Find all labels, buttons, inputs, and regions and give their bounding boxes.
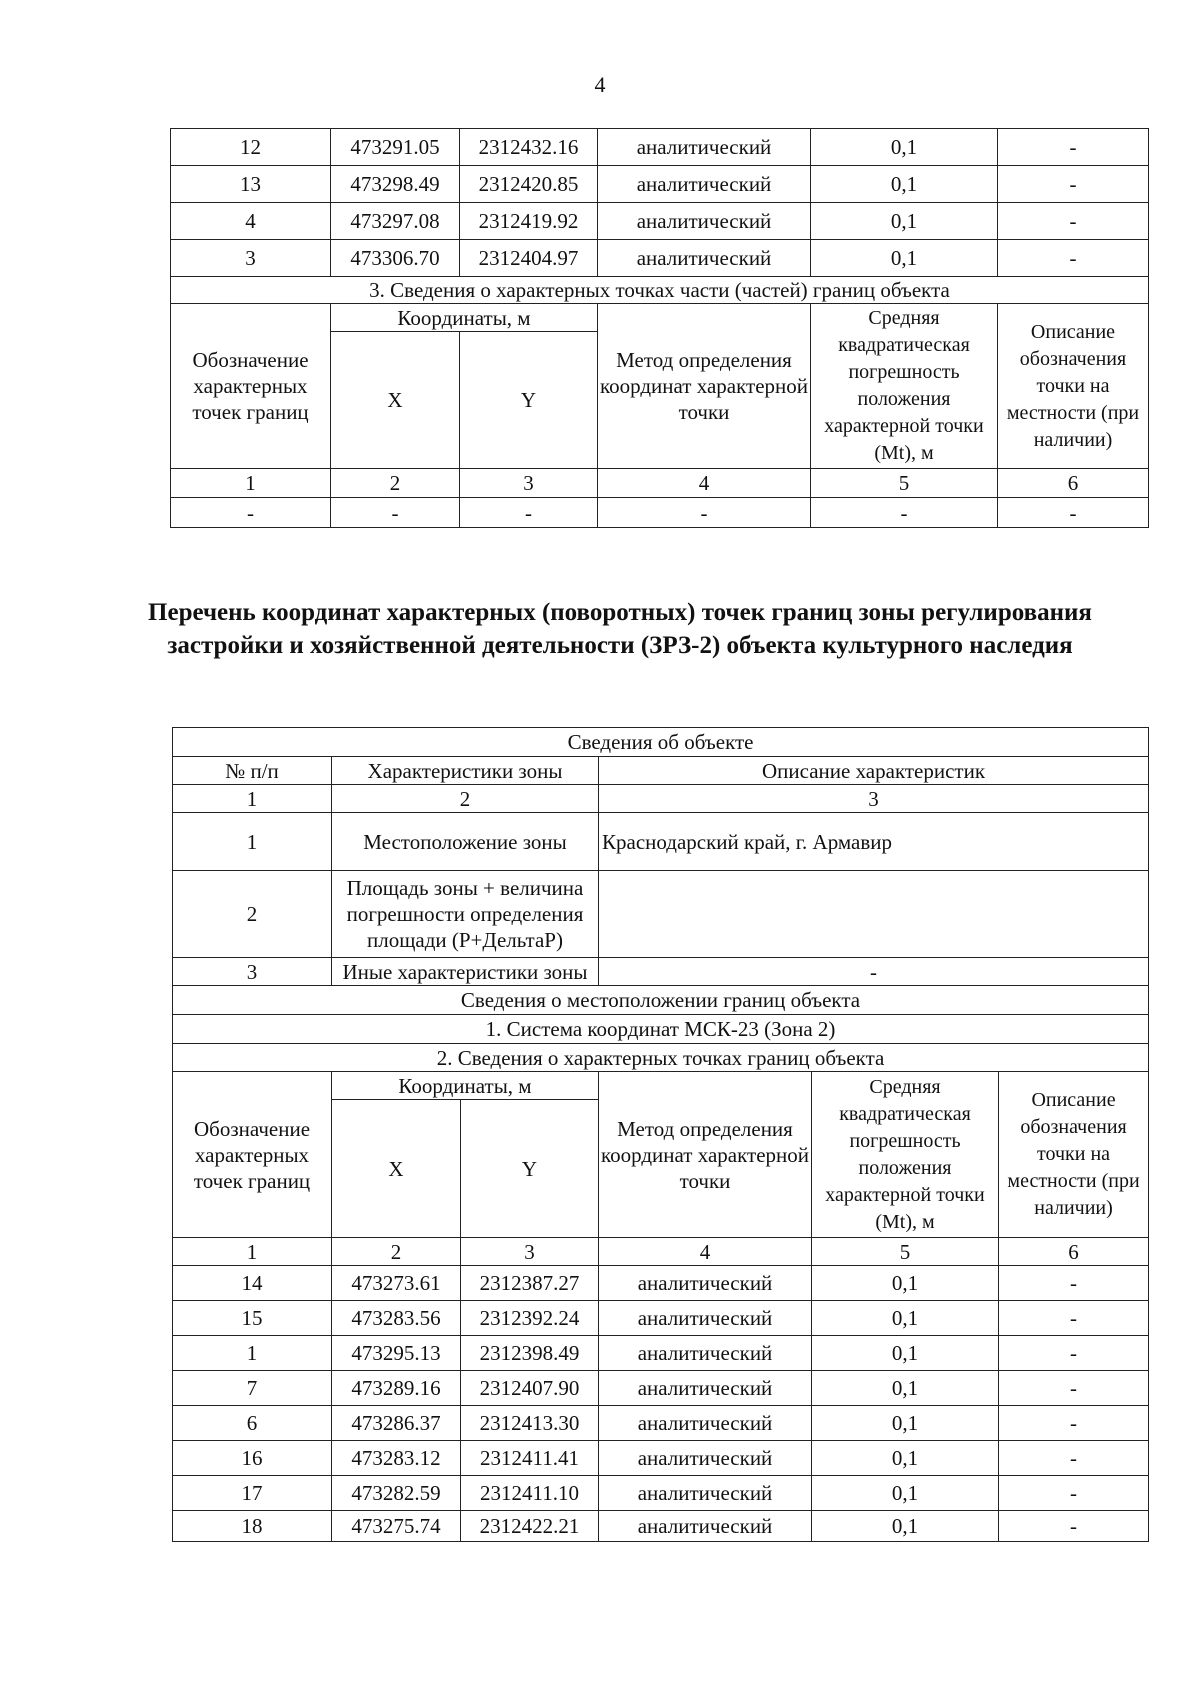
cell-method: аналитический bbox=[599, 1511, 812, 1542]
cell-point: 6 bbox=[173, 1406, 332, 1441]
header-num: № п/п bbox=[173, 757, 332, 785]
cell-method: аналитический bbox=[599, 1336, 812, 1371]
table-row bbox=[171, 203, 1149, 240]
cell-y: 2312413.30 bbox=[461, 1406, 599, 1441]
header-point: Обозначение характерных точек границ bbox=[171, 304, 331, 469]
cell-method: аналитический bbox=[599, 1476, 812, 1511]
column-number: 2 bbox=[331, 469, 460, 498]
cell-error: 0,1 bbox=[812, 1511, 999, 1542]
cell-point: 1 bbox=[173, 1336, 332, 1371]
header-characteristics: Характеристики зоны bbox=[332, 757, 599, 785]
table-row bbox=[173, 1476, 1149, 1511]
cell-x: 473275.74 bbox=[332, 1511, 461, 1542]
table-row bbox=[173, 1441, 1149, 1476]
column-number: 2 bbox=[332, 785, 599, 813]
table-row bbox=[173, 1301, 1149, 1336]
top-coordinates-table bbox=[170, 128, 1149, 528]
cell-description: - bbox=[999, 1266, 1149, 1301]
cell-point: 17 bbox=[173, 1476, 332, 1511]
zone-coordinates-table bbox=[172, 727, 1149, 1542]
table-row bbox=[173, 1511, 1149, 1542]
header-coords: Координаты, м bbox=[331, 304, 598, 332]
cell-y: 2312432.16 bbox=[460, 129, 598, 166]
cell-y: 2312387.27 bbox=[461, 1266, 599, 1301]
cell-x: 473273.61 bbox=[332, 1266, 461, 1301]
table-row bbox=[173, 813, 1149, 871]
column-number: 2 bbox=[332, 1238, 461, 1266]
cell-error: 0,1 bbox=[812, 1441, 999, 1476]
cell-x: 473291.05 bbox=[331, 129, 460, 166]
column-numbers-row bbox=[173, 1238, 1149, 1266]
column-number: 5 bbox=[812, 1238, 999, 1266]
cell-description: - bbox=[999, 1371, 1149, 1406]
cell-point: 15 bbox=[173, 1301, 332, 1336]
cell-num: 3 bbox=[173, 958, 332, 986]
column-number: 3 bbox=[461, 1238, 599, 1266]
cell-num: 1 bbox=[173, 813, 332, 871]
cell-y: 2312420.85 bbox=[460, 166, 598, 203]
cell-characteristic: Местоположение зоны bbox=[332, 813, 599, 871]
cell-error: 0,1 bbox=[812, 1371, 999, 1406]
cell-x: 473289.16 bbox=[332, 1371, 461, 1406]
section-heading: 2. Сведения о характерных точках границ объекта bbox=[173, 1044, 1149, 1072]
cell-char-description bbox=[599, 871, 1149, 958]
object-info-heading: Сведения об объекте bbox=[173, 728, 1149, 757]
cell-error: 0,1 bbox=[811, 166, 998, 203]
header-method: Метод определения координат характерной точки bbox=[598, 304, 811, 469]
cell-error: 0,1 bbox=[811, 203, 998, 240]
cell-error: 0,1 bbox=[812, 1476, 999, 1511]
column-number: 4 bbox=[598, 469, 811, 498]
table-row bbox=[173, 1406, 1149, 1441]
header-coords: Координаты, м bbox=[332, 1072, 599, 1100]
column-number: 5 bbox=[811, 469, 998, 498]
table-row bbox=[171, 166, 1149, 203]
cell-char-description: - bbox=[599, 958, 1149, 986]
table-row bbox=[173, 1266, 1149, 1301]
cell-y: 2312411.10 bbox=[461, 1476, 599, 1511]
table-row bbox=[173, 958, 1149, 986]
table-row bbox=[171, 240, 1149, 277]
cell-point: 3 bbox=[171, 240, 331, 277]
cell-method: аналитический bbox=[598, 166, 811, 203]
cell-x: 473283.12 bbox=[332, 1441, 461, 1476]
header-y: Y bbox=[461, 1100, 599, 1238]
cell-method: аналитический bbox=[599, 1441, 812, 1476]
column-number: 3 bbox=[599, 785, 1149, 813]
cell-method: аналитический bbox=[599, 1266, 812, 1301]
table-row bbox=[171, 498, 1149, 528]
cell-y: 2312411.41 bbox=[461, 1441, 599, 1476]
cell-y: 2312422.21 bbox=[461, 1511, 599, 1542]
column-numbers-row bbox=[173, 785, 1149, 813]
cell-description: - bbox=[998, 498, 1149, 528]
header-point: Обозначение характерных точек границ bbox=[173, 1072, 332, 1238]
column-number: 1 bbox=[171, 469, 331, 498]
cell-x: 473286.37 bbox=[332, 1406, 461, 1441]
cell-x: 473297.08 bbox=[331, 203, 460, 240]
cell-characteristic: Иные характеристики зоны bbox=[332, 958, 599, 986]
cell-point: 13 bbox=[171, 166, 331, 203]
cell-method: аналитический bbox=[599, 1406, 812, 1441]
cell-y: - bbox=[460, 498, 598, 528]
cell-x: 473298.49 bbox=[331, 166, 460, 203]
cell-x: 473295.13 bbox=[332, 1336, 461, 1371]
cell-description: - bbox=[998, 129, 1149, 166]
table-row bbox=[173, 1336, 1149, 1371]
cell-method: - bbox=[598, 498, 811, 528]
cell-method: аналитический bbox=[599, 1371, 812, 1406]
column-number: 6 bbox=[999, 1238, 1149, 1266]
cell-method: аналитический bbox=[598, 240, 811, 277]
column-number: 1 bbox=[173, 1238, 332, 1266]
column-numbers-row bbox=[171, 469, 1149, 498]
cell-error: 0,1 bbox=[812, 1406, 999, 1441]
cell-error: - bbox=[811, 498, 998, 528]
location-info-heading: Сведения о местоположении границ объекта bbox=[173, 986, 1149, 1015]
cell-point: 16 bbox=[173, 1441, 332, 1476]
cell-description: - bbox=[999, 1476, 1149, 1511]
cell-characteristic: Площадь зоны + величина погрешности определения площади (P+ДельтаP) bbox=[332, 871, 599, 958]
cell-x: 473283.56 bbox=[332, 1301, 461, 1336]
cell-description: - bbox=[998, 240, 1149, 277]
cell-description: - bbox=[998, 203, 1149, 240]
cell-point: 18 bbox=[173, 1511, 332, 1542]
cell-point: 12 bbox=[171, 129, 331, 166]
column-number: 3 bbox=[460, 469, 598, 498]
page-number: 4 bbox=[594, 72, 606, 97]
document-title: Перечень координат характерных (поворотных) точек границ зоны регулирования застройки и хозяйственной деятельности (ЗРЗ-2) объекта культурного наследия bbox=[148, 599, 1092, 659]
cell-method: аналитический bbox=[599, 1301, 812, 1336]
cell-method: аналитический bbox=[598, 129, 811, 166]
cell-method: аналитический bbox=[598, 203, 811, 240]
coord-system-heading: 1. Система координат МСК-23 (Зона 2) bbox=[173, 1015, 1149, 1044]
cell-y: 2312419.92 bbox=[460, 203, 598, 240]
table-row bbox=[173, 871, 1149, 958]
cell-x: 473306.70 bbox=[331, 240, 460, 277]
cell-error: 0,1 bbox=[812, 1301, 999, 1336]
cell-y: 2312398.49 bbox=[461, 1336, 599, 1371]
header-description: Описание обозначения точки на местности (при наличии) bbox=[999, 1072, 1149, 1238]
header-x: X bbox=[332, 1100, 461, 1238]
cell-description: - bbox=[999, 1301, 1149, 1336]
cell-error: 0,1 bbox=[811, 240, 998, 277]
cell-point: 7 bbox=[173, 1371, 332, 1406]
column-number: 6 bbox=[998, 469, 1149, 498]
cell-y: 2312404.97 bbox=[460, 240, 598, 277]
header-y: Y bbox=[460, 332, 598, 469]
header-error: Средняя квадратическая погрешность положения характерной точки (Mt), м bbox=[812, 1072, 999, 1238]
cell-error: 0,1 bbox=[812, 1266, 999, 1301]
cell-error: 0,1 bbox=[812, 1336, 999, 1371]
cell-y: 2312392.24 bbox=[461, 1301, 599, 1336]
cell-description: - bbox=[999, 1511, 1149, 1542]
header-method: Метод определения координат характерной точки bbox=[599, 1072, 812, 1238]
cell-point: - bbox=[171, 498, 331, 528]
cell-char-description: Краснодарский край, г. Армавир bbox=[599, 813, 1149, 871]
cell-point: 14 bbox=[173, 1266, 332, 1301]
table-row bbox=[171, 129, 1149, 166]
section-heading: 3. Сведения о характерных точках части (частей) границ объекта bbox=[171, 277, 1149, 304]
cell-description: - bbox=[999, 1336, 1149, 1371]
cell-description: - bbox=[998, 166, 1149, 203]
header-char-description: Описание характеристик bbox=[599, 757, 1149, 785]
cell-y: 2312407.90 bbox=[461, 1371, 599, 1406]
cell-description: - bbox=[999, 1441, 1149, 1476]
header-x: X bbox=[331, 332, 460, 469]
table-row bbox=[173, 1371, 1149, 1406]
column-number: 1 bbox=[173, 785, 332, 813]
cell-num: 2 bbox=[173, 871, 332, 958]
cell-x: - bbox=[331, 498, 460, 528]
cell-description: - bbox=[999, 1406, 1149, 1441]
header-description: Описание обозначения точки на местности (при наличии) bbox=[998, 304, 1149, 469]
header-error: Средняя квадратическая погрешность положения характерной точки (Mt), м bbox=[811, 304, 998, 469]
cell-point: 4 bbox=[171, 203, 331, 240]
column-number: 4 bbox=[599, 1238, 812, 1266]
cell-x: 473282.59 bbox=[332, 1476, 461, 1511]
cell-error: 0,1 bbox=[811, 129, 998, 166]
